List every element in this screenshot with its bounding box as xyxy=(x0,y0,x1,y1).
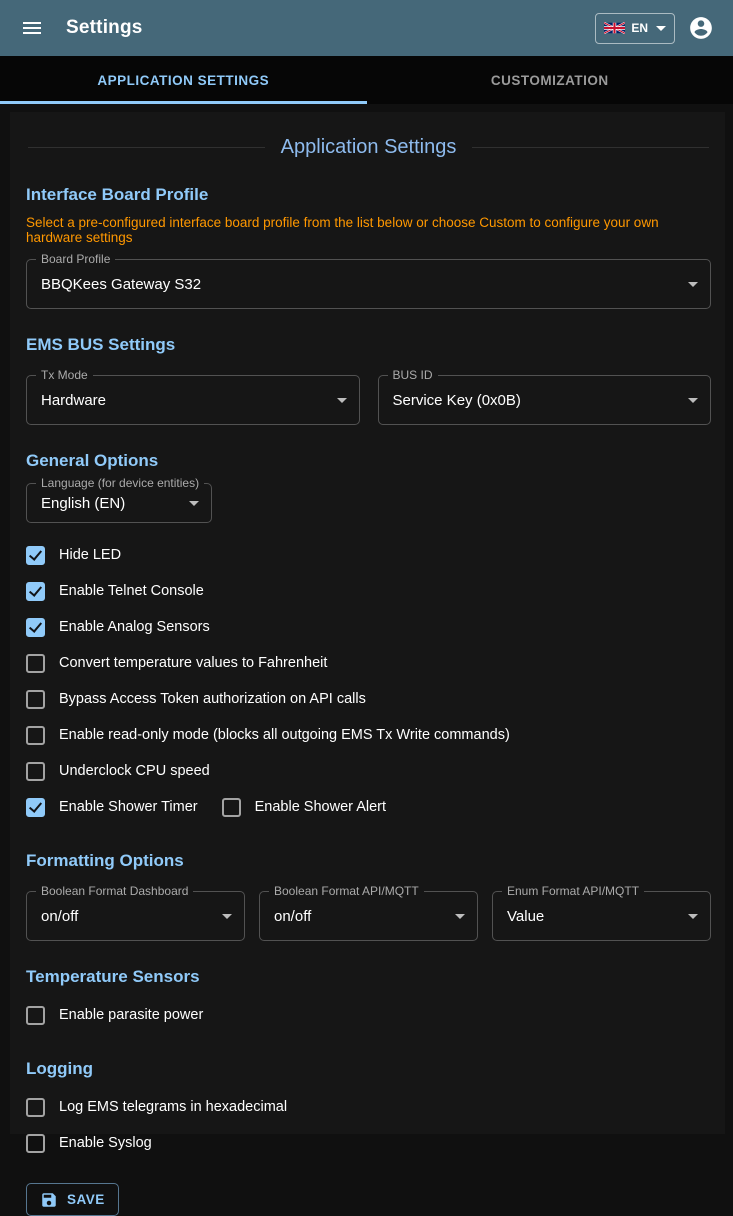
fahrenheit-label: Convert temperature values to Fahrenheit xyxy=(59,655,327,671)
analog-sensors-label: Enable Analog Sensors xyxy=(59,619,210,635)
dropdown-arrow-icon xyxy=(688,398,698,403)
language-select-label: Language (for device entities) xyxy=(36,476,204,490)
dropdown-arrow-icon xyxy=(455,914,465,919)
underclock-cpu-label: Underclock CPU speed xyxy=(59,763,210,779)
boolean-format-api-select[interactable] xyxy=(259,891,478,941)
menu-button[interactable] xyxy=(12,8,52,48)
dropdown-arrow-icon xyxy=(688,914,698,919)
checkbox-row-analog-sensors xyxy=(26,609,711,645)
enum-format-api-select[interactable] xyxy=(492,891,711,941)
checkbox-row-shower xyxy=(26,789,711,825)
bypass-token-label: Bypass Access Token authorization on API calls xyxy=(59,691,366,707)
tab-application-settings[interactable]: APPLICATION SETTINGS xyxy=(0,56,367,104)
shower-timer-checkbox[interactable] xyxy=(26,798,45,817)
checkbox-row-telnet xyxy=(26,573,711,609)
syslog-label: Enable Syslog xyxy=(59,1135,152,1151)
dropdown-arrow-icon xyxy=(688,282,698,287)
account-circle-icon xyxy=(688,15,714,41)
divider xyxy=(28,147,265,148)
app-bar xyxy=(0,0,733,56)
tx-mode-label: Tx Mode xyxy=(36,368,93,382)
shower-alert-checkbox[interactable] xyxy=(222,798,241,817)
uk-flag-icon xyxy=(604,22,625,34)
boolean-format-api-label: Boolean Format API/MQTT xyxy=(269,884,424,898)
syslog-checkbox[interactable] xyxy=(26,1134,45,1153)
language-select-value: English (EN) xyxy=(41,495,125,512)
bus-id-label: BUS ID xyxy=(388,368,438,382)
underclock-cpu-checkbox[interactable] xyxy=(26,762,45,781)
bypass-token-checkbox[interactable] xyxy=(26,690,45,709)
dropdown-arrow-icon xyxy=(222,914,232,919)
settings-panel xyxy=(10,112,725,1134)
hex-telegrams-label: Log EMS telegrams in hexadecimal xyxy=(59,1099,287,1115)
readonly-mode-checkbox[interactable] xyxy=(26,726,45,745)
dropdown-arrow-icon xyxy=(189,501,199,506)
account-button[interactable] xyxy=(681,8,721,48)
boolean-format-dashboard-select[interactable] xyxy=(26,891,245,941)
checkbox-row-parasite-power xyxy=(26,997,711,1033)
hide-led-checkbox[interactable] xyxy=(26,546,45,565)
dropdown-arrow-icon xyxy=(337,398,347,403)
section-general-options: General Options xyxy=(26,451,711,471)
parasite-power-label: Enable parasite power xyxy=(59,1007,203,1023)
telnet-console-checkbox[interactable] xyxy=(26,582,45,601)
bus-id-select[interactable] xyxy=(378,375,712,425)
section-temperature-sensors: Temperature Sensors xyxy=(26,967,711,987)
page-title: Application Settings xyxy=(281,136,457,159)
tab-bar xyxy=(0,56,733,104)
checkbox-row-bypass-token xyxy=(26,681,711,717)
checkbox-row-readonly-mode xyxy=(26,717,711,753)
boolean-format-dashboard-value: on/off xyxy=(41,908,78,925)
save-floppy-icon xyxy=(40,1191,58,1209)
shower-timer-label: Enable Shower Timer xyxy=(59,799,198,815)
fahrenheit-checkbox[interactable] xyxy=(26,654,45,673)
chevron-down-icon xyxy=(656,26,666,31)
language-code: EN xyxy=(631,21,648,35)
telnet-console-label: Enable Telnet Console xyxy=(59,583,204,599)
parasite-power-checkbox[interactable] xyxy=(26,1006,45,1025)
section-interface-board-profile: Interface Board Profile xyxy=(26,185,711,205)
board-profile-select[interactable] xyxy=(26,259,711,309)
tx-mode-select[interactable] xyxy=(26,375,360,425)
save-button-label: SAVE xyxy=(67,1192,105,1207)
section-logging: Logging xyxy=(26,1059,711,1079)
boolean-format-dashboard-label: Boolean Format Dashboard xyxy=(36,884,193,898)
hex-telegrams-checkbox[interactable] xyxy=(26,1098,45,1117)
checkbox-row-hex-telegrams xyxy=(26,1089,711,1125)
section-formatting-options: Formatting Options xyxy=(26,851,711,871)
checkbox-row-fahrenheit xyxy=(26,645,711,681)
enum-format-api-value: Value xyxy=(507,908,544,925)
hide-led-label: Hide LED xyxy=(59,547,121,563)
boolean-format-api-value: on/off xyxy=(274,908,311,925)
language-selector-button[interactable] xyxy=(595,13,675,44)
board-profile-label: Board Profile xyxy=(36,252,115,266)
page-header-title: Settings xyxy=(66,17,143,39)
save-button[interactable] xyxy=(26,1183,119,1216)
readonly-mode-label: Enable read-only mode (blocks all outgoing EMS Tx Write commands) xyxy=(59,727,510,743)
tx-mode-value: Hardware xyxy=(41,392,106,409)
page-title-row xyxy=(28,136,709,159)
checkbox-row-underclock xyxy=(26,753,711,789)
section-ems-bus-settings: EMS BUS Settings xyxy=(26,335,711,355)
board-profile-value: BBQKees Gateway S32 xyxy=(41,276,201,293)
hamburger-menu-icon xyxy=(20,16,44,40)
tab-customization[interactable]: CUSTOMIZATION xyxy=(367,56,733,104)
language-select[interactable] xyxy=(26,483,212,523)
divider xyxy=(472,147,709,148)
board-profile-note: Select a pre-configured interface board profile from the list below or choose Custom to configure your own hardware settings xyxy=(26,215,711,245)
analog-sensors-checkbox[interactable] xyxy=(26,618,45,637)
shower-alert-label: Enable Shower Alert xyxy=(255,799,386,815)
enum-format-api-label: Enum Format API/MQTT xyxy=(502,884,644,898)
checkbox-row-hide-led xyxy=(26,537,711,573)
checkbox-row-syslog xyxy=(26,1125,711,1161)
bus-id-value: Service Key (0x0B) xyxy=(393,392,521,409)
